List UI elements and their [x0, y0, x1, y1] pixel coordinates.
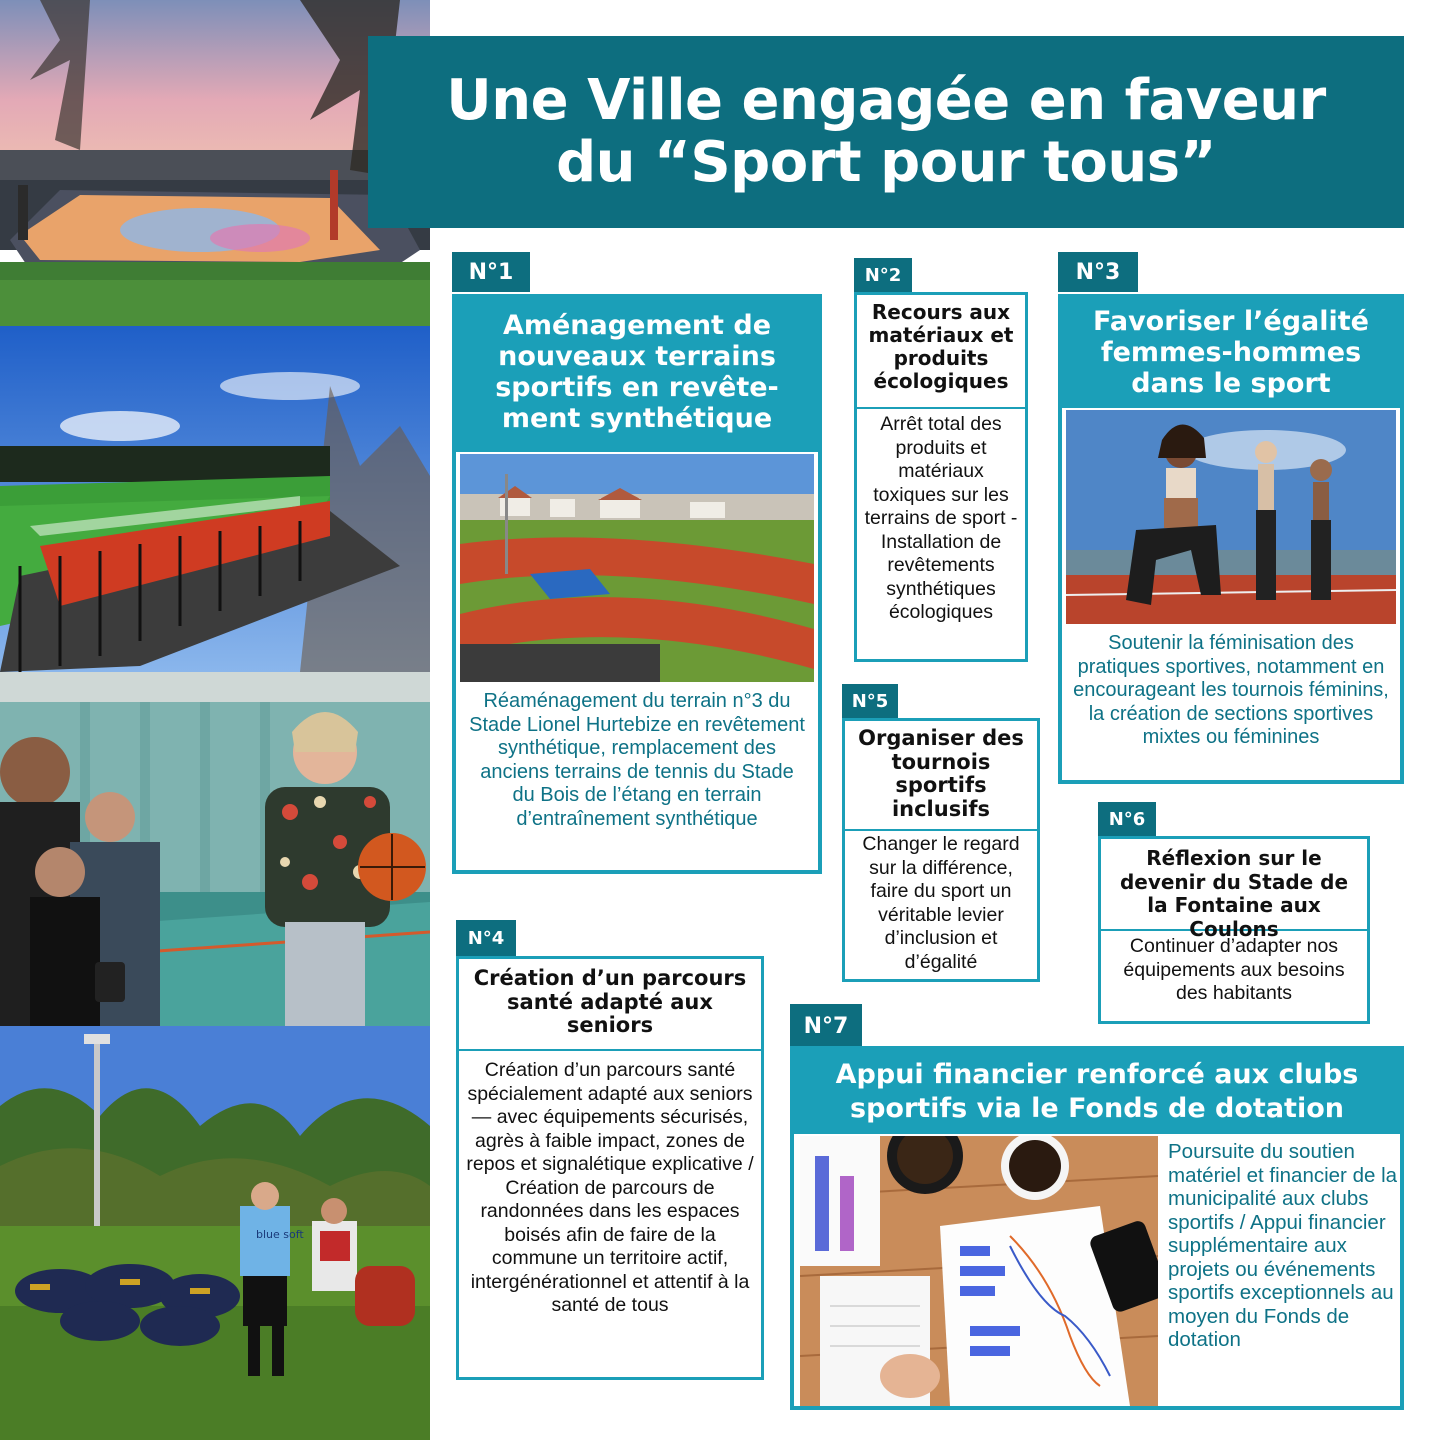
item-3-heading: Favoriser l’égalité femmes-hommes dans le sport — [1062, 298, 1400, 408]
item-6-body: Continuer d’adapter nos équipements aux besoins des habitants — [1123, 935, 1345, 1004]
item-5-body: Changer le regard sur la différence, faire du sport un véritable levier d’inclusion et d’égalité — [862, 833, 1020, 973]
item-5-heading: Organiser des tournois sportifs inclusifs — [845, 721, 1037, 831]
item-1-body: Réaménagement du terrain n°3 du Stade Lionel Hurtebize en revêtement synthétique, remplacement des anciens terrains de tennis du Stade du Bois de l’étang en terrain d’entraînement synthétique — [469, 690, 805, 830]
title-line-2: du “Sport pour tous” — [556, 130, 1216, 195]
item-6-heading: Réflexion sur le devenir du Stade de la Fontaine aux Coulons — [1101, 839, 1367, 931]
item-2-card — [854, 292, 1028, 662]
item-7-heading: Appui financier renforcé aux clubs sportifs via le Fonds de dotation — [794, 1050, 1400, 1134]
item-4-heading: Création d’un parcours santé adapté aux seniors — [459, 959, 761, 1051]
item-1-number: N°1 — [452, 252, 530, 292]
item-7-photo-finance-desk — [800, 1136, 1158, 1406]
photo-synthetic-pitch — [0, 326, 430, 672]
item-2-heading: Recours aux matériaux et produits écologiques — [857, 295, 1025, 409]
photo-gym-basketball — [0, 672, 430, 1026]
item-4-body: Création d’un parcours santé spécialement adapté aux seniors — avec équipements sécurisés, agrès à faible impact, zones de repos et signalétique explicative / Création de parcours de randonnées dans les espaces boisés afin de faire de la commune un territoire actif, intergénérationnel et attentif à la santé de tous — [466, 1059, 754, 1316]
referee-shirt-text: blue soft — [256, 1228, 304, 1241]
page-title — [368, 36, 1404, 228]
item-5-number: N°5 — [842, 684, 898, 718]
item-3-body: Soutenir la féminisation des pratiques sportives, notamment en encourageant les tournois féminins, la création de sections sportives mixtes ou féminines — [1073, 632, 1389, 748]
item-4-number: N°4 — [456, 920, 516, 956]
item-7-body: Poursuite du soutien matériel et financier de la municipalité aux clubs sportifs / Appui financier supplémentaire aux projets ou événements sportifs exceptionnels au moyen du Fonds de dotation — [1168, 1140, 1398, 1351]
photo-basketball-court — [0, 0, 430, 326]
item-6-number: N°6 — [1098, 802, 1156, 836]
item-1-photo-stadium — [460, 454, 814, 682]
item-1-heading: Aménagement de nouveaux terrains sportifs en revête- ment synthétique — [456, 298, 818, 452]
title-line-1: Une Ville engagée en faveur — [446, 68, 1326, 133]
item-3-photo-athletes — [1066, 410, 1396, 624]
item-6-card — [1098, 836, 1370, 1024]
photo-rugby-scrum — [0, 1026, 430, 1440]
item-1-card — [452, 294, 822, 874]
item-7-number: N°7 — [790, 1004, 862, 1048]
item-5-card — [842, 718, 1040, 982]
item-4-card — [456, 956, 764, 1380]
item-7-card — [790, 1046, 1404, 1410]
item-2-number: N°2 — [854, 258, 912, 292]
item-2-body: Arrêt total des produits et matériaux toxiques sur les terrains de sport - Installation de revêtements synthétiques écologiques — [864, 413, 1018, 623]
item-3-number: N°3 — [1058, 252, 1138, 292]
item-3-card — [1058, 294, 1404, 784]
